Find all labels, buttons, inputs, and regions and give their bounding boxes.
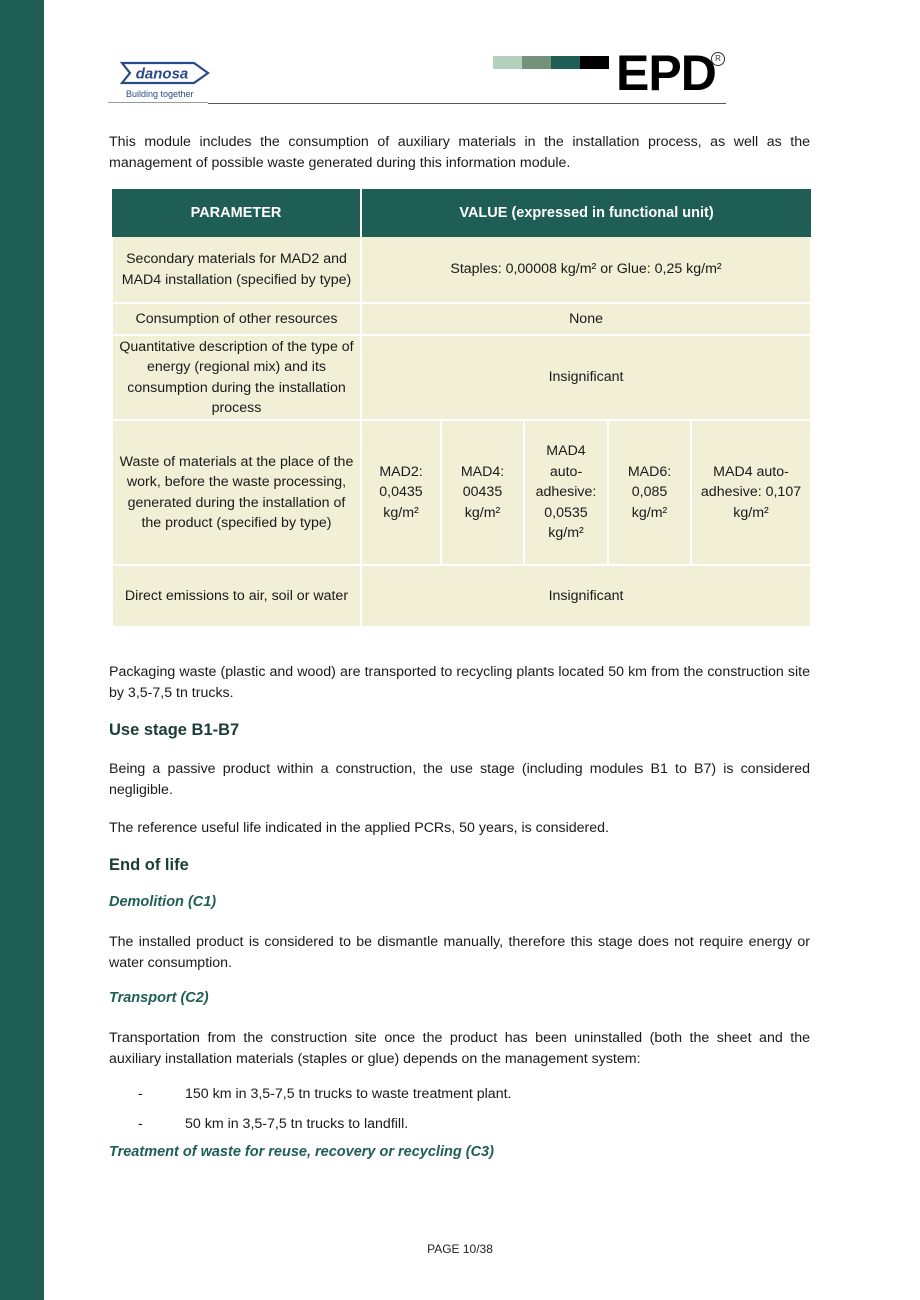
epd-bar-3	[551, 56, 580, 69]
installation-parameters-table	[111, 189, 812, 628]
epd-bar-4	[580, 56, 609, 69]
parameter-cell: Direct emissions to air, soil or water	[112, 565, 361, 627]
packaging-paragraph: Packaging waste (plastic and wood) are transported to recycling plants located 50 km from the construction site by 3,5-7,5 tn trucks.	[109, 664, 810, 701]
value-cell-mad4: MAD4: 00435 kg/m²	[441, 420, 524, 565]
danosa-logo-icon	[112, 60, 212, 88]
demolition-heading: Demolition (C1)	[109, 894, 217, 910]
table-row	[112, 565, 811, 627]
value-cell-mad4-autoadhesive-2: MAD4 auto-adhesive: 0,107 kg/m²	[691, 420, 811, 565]
table-row	[112, 303, 811, 335]
page-header	[108, 45, 726, 106]
use-stage-paragraph-1: Being a passive product within a construction, the use stage (including modules B1 to B7) is considered negligible.	[109, 761, 810, 798]
side-accent-bar	[0, 0, 44, 1300]
value-cell: None	[361, 303, 811, 335]
epd-bar-1	[493, 56, 522, 69]
registered-mark-icon: R	[711, 52, 725, 66]
logo-tagline: Building together	[126, 89, 194, 99]
epd-bar-2	[522, 56, 551, 69]
table-row	[112, 237, 811, 303]
table-row	[112, 420, 811, 565]
value-cell: Insignificant	[361, 335, 811, 420]
use-stage-heading: Use stage B1-B7	[109, 721, 240, 739]
demolition-paragraph: The installed product is considered to be dismantle manually, therefore this stage does not require energy or water consumption.	[109, 934, 810, 971]
danosa-logo	[112, 60, 212, 102]
page-number: PAGE 10/38	[427, 1242, 493, 1256]
header-parameter: PARAMETER	[112, 189, 361, 237]
epd-logo-text: EPD	[616, 45, 716, 101]
parameter-cell: Quantitative description of the type of energy (regional mix) and its consumption during the installation process	[112, 335, 361, 420]
transport-paragraph: Transportation from the construction site once the product has been uninstalled (both the sheet and the auxiliary installation materials (staples or glue) depends on the management system:	[109, 1030, 810, 1067]
epd-color-bars	[493, 56, 609, 69]
use-stage-paragraph-2: The reference useful life indicated in the applied PCRs, 50 years, is considered.	[109, 820, 609, 836]
parameter-cell: Waste of materials at the place of the work, before the waste processing, generated during the installation of the product (specified by type)	[112, 420, 361, 565]
parameter-cell: Secondary materials for MAD2 and MAD4 installation (specified by type)	[112, 237, 361, 303]
value-cell: Insignificant	[361, 565, 811, 627]
table-header-row	[112, 189, 811, 237]
header-divider-right	[208, 103, 726, 104]
treatment-heading: Treatment of waste for reuse, recovery or recycling (C3)	[109, 1144, 494, 1160]
bullet-dash: -	[138, 1116, 143, 1132]
bullet-text: 50 km in 3,5-7,5 tn trucks to landfill.	[185, 1116, 409, 1132]
table-row	[112, 335, 811, 420]
bullet-text: 150 km in 3,5-7,5 tn trucks to waste treatment plant.	[185, 1086, 512, 1102]
parameter-cell: Consumption of other resources	[112, 303, 361, 335]
header-value: VALUE (expressed in functional unit)	[361, 189, 811, 237]
svg-text:danosa: danosa	[135, 65, 189, 83]
value-cell-mad2: MAD2: 0,0435 kg/m²	[361, 420, 441, 565]
value-cell: Staples: 0,00008 kg/m² or Glue: 0,25 kg/m²	[361, 237, 811, 303]
bullet-dash: -	[138, 1086, 143, 1102]
transport-heading: Transport (C2)	[109, 990, 209, 1006]
value-cell-mad6: MAD6: 0,085 kg/m²	[608, 420, 691, 565]
header-divider-left	[108, 102, 208, 103]
intro-paragraph: This module includes the consumption of auxiliary materials in the installation process, as well as the management of possible waste generated during this information module.	[109, 134, 810, 171]
value-cell-mad4-autoadhesive: MAD4 auto-adhesive: 0,0535 kg/m²	[524, 420, 608, 565]
end-of-life-heading: End of life	[109, 856, 189, 874]
